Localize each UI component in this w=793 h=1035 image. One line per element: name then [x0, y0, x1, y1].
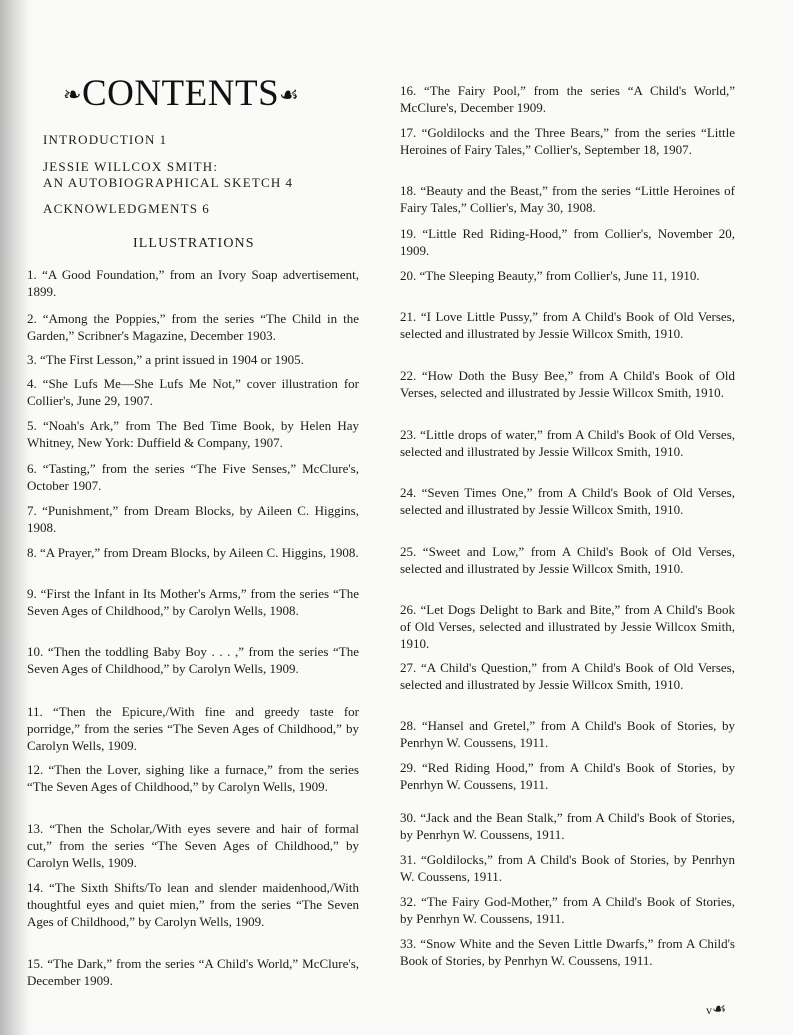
- illustration-entry: 17. “Goldilocks and the Three Bears,” from the series “Little Heroines of Fairy Tales,” Collier's, September 18, 1907.: [400, 125, 735, 157]
- page-number: [706, 999, 726, 1019]
- front-matter-introduction: [43, 131, 167, 149]
- illustration-entry: 3. “The First Lesson,” a print issued in 1904 or 1905.: [27, 352, 304, 367]
- illustration-entry: 33. “Snow White and the Seven Little Dwarfs,” from A Child's Book of Stories, by Penrhyn W. Coussens, 1911.: [400, 936, 735, 968]
- front-matter-acknowledgments: [43, 200, 210, 218]
- illustration-entry: 2. “Among the Poppies,” from the series “The Child in the Garden,” Scribner's Magazine, December 1903.: [27, 311, 359, 343]
- illustration-entry: 9. “First the Infant in Its Mother's Arms,” from the series “The Seven Ages of Childhood,” by Carolyn Wells, 1908.: [27, 586, 359, 618]
- front-matter-page: 6: [202, 201, 210, 216]
- front-matter-page: 1: [159, 132, 168, 147]
- front-matter-label: INTRODUCTION: [43, 132, 156, 147]
- illustration-entry: 16. “The Fairy Pool,” from the series “A Child's World,” McClure's, December 1909.: [400, 83, 735, 115]
- illustration-entry: 25. “Sweet and Low,” from A Child's Book of Old Verses, selected and illustrated by Jessie Willcox Smith, 1910.: [400, 544, 735, 576]
- front-matter-page: 4: [285, 175, 294, 190]
- illustration-entry: 12. “Then the Lover, sighing like a furnace,” from the series “The Seven Ages of Childhood,” by Carolyn Wells, 1909.: [27, 762, 359, 794]
- front-matter-autobio-line2: [43, 174, 293, 192]
- contents-heading: [63, 74, 299, 118]
- illustration-entry: 10. “Then the toddling Baby Boy . . . ,” from the series “The Seven Ages of Childhood,” by Carolyn Wells, 1909.: [27, 644, 359, 676]
- illustration-entry: 28. “Hansel and Gretel,” from A Child's Book of Stories, by Penrhyn W. Coussens, 1911.: [400, 718, 735, 750]
- front-matter-label: AN AUTOBIOGRAPHICAL SKETCH: [43, 175, 282, 190]
- illustration-entry: 8. “A Prayer,” from Dream Blocks, by Aileen C. Higgins, 1908.: [27, 545, 359, 560]
- contents-title-text: CONTENTS: [81, 73, 280, 114]
- illustration-entry: 21. “I Love Little Pussy,” from A Child's Book of Old Verses, selected and illustrated by Jessie Willcox Smith, 1910.: [400, 309, 735, 341]
- illustration-entry: 26. “Let Dogs Delight to Bark and Bite,” from A Child's Book of Old Verses, selected and illustrated by Jessie Willcox Smith, 1910.: [400, 602, 735, 651]
- illustration-entry: 15. “The Dark,” from the series “A Child's World,” McClure's, December 1909.: [27, 956, 359, 988]
- illustration-entry: 31. “Goldilocks,” from A Child's Book of Stories, by Penrhyn W. Coussens, 1911.: [400, 852, 735, 884]
- right-leaf-ornament-icon: ☙: [279, 82, 300, 107]
- illustration-entry: 32. “The Fairy God-Mother,” from A Child's Book of Stories, by Penrhyn W. Coussens, 1911.: [400, 894, 735, 926]
- page-number-text: v: [706, 1003, 712, 1017]
- illustration-entry: 27. “A Child's Question,” from A Child's Book of Old Verses, selected and illustrated by Jessie Willcox Smith, 1910.: [400, 660, 735, 692]
- illustration-entry: 5. “Noah's Ark,” from The Bed Time Book, by Helen Hay Whitney, New York: Duffield & Company, 1907.: [27, 418, 359, 450]
- illustration-entry: 11. “Then the Epicure,/With fine and greedy taste for porridge,” from the series “The Seven Ages of Childhood,” by Carolyn Wells, 1909.: [27, 704, 359, 753]
- illustration-entry: 30. “Jack and the Bean Stalk,” from A Child's Book of Stories, by Penrhyn W. Coussens, 1911.: [400, 810, 735, 842]
- illustration-entry: 19. “Little Red Riding-Hood,” from Collier's, November 20, 1909.: [400, 226, 735, 258]
- front-matter-label: JESSIE WILLCOX SMITH:: [43, 159, 219, 174]
- illustration-entry: 24. “Seven Times One,” from A Child's Book of Old Verses, selected and illustrated by Jessie Willcox Smith, 1910.: [400, 485, 735, 517]
- illustrations-heading: ILLUSTRATIONS: [133, 236, 255, 251]
- illustration-entry: 23. “Little drops of water,” from A Child's Book of Old Verses, selected and illustrated by Jessie Willcox Smith, 1910.: [400, 427, 735, 459]
- illustration-entry: 1. “A Good Foundation,” from an Ivory Soap advertisement, 1899.: [27, 267, 359, 299]
- illustration-entry: 18. “Beauty and the Beast,” from the series “Little Heroines of Fairy Tales,” Collier's, May 30, 1908.: [400, 183, 735, 215]
- illustration-entry: 7. “Punishment,” from Dream Blocks, by Aileen C. Higgins, 1908.: [27, 503, 359, 535]
- illustration-entry: 20. “The Sleeping Beauty,” from Collier's, June 11, 1910.: [400, 268, 700, 283]
- illustration-entry: 22. “How Doth the Busy Bee,” from A Child's Book of Old Verses, selected and illustrated by Jessie Willcox Smith, 1910.: [400, 368, 735, 400]
- illustration-entry: 4. “She Lufs Me—She Lufs Me Not,” cover illustration for Collier's, June 29, 1907.: [27, 376, 359, 408]
- front-matter-label: ACKNOWLEDGMENTS: [43, 201, 199, 216]
- illustration-entry: 29. “Red Riding Hood,” from A Child's Book of Stories, by Penrhyn W. Coussens, 1911.: [400, 760, 735, 792]
- page-gutter-shadow: [0, 0, 30, 1035]
- illustration-entry: 13. “Then the Scholar,/With eyes severe and hair of formal cut,” from the series “The Seven Ages of Childhood,” by Carolyn Wells, 1909.: [27, 821, 359, 870]
- left-leaf-ornament-icon: ❧: [63, 82, 82, 107]
- illustration-entry: 6. “Tasting,” from the series “The Five Senses,” McClure's, October 1907.: [27, 461, 359, 493]
- illustration-entry: 14. “The Sixth Shifts/To lean and slender maidenhood,/With thoughtful eyes and quiet mien,” from the series “The Seven Ages of Childhood,” by Carolyn Wells, 1909.: [27, 880, 359, 929]
- leaf-ornament-icon: ☙: [712, 1001, 727, 1018]
